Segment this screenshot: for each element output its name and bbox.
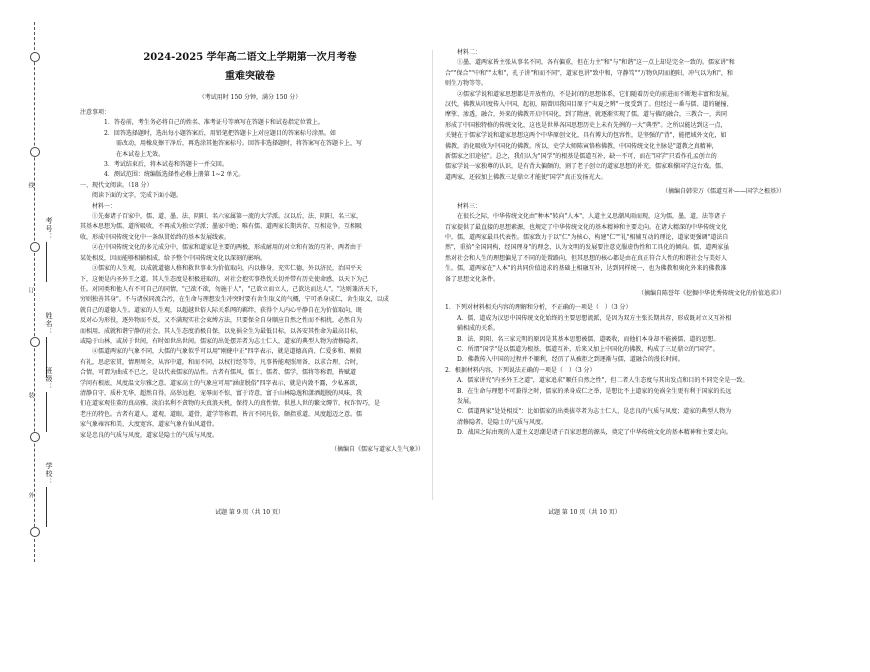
answer-option-c: C．所谓"国学"是以儒道为根基，儒道互补，后来又加上中国化的佛教，构成了三足鼎立的"国学"。 [457, 345, 719, 353]
text-line: 在很长之际，中华传统文化由"种本"转向"人本"，人道主义思潮风雨而现，这为儒，墨，道，法等诸子 [457, 213, 727, 221]
text-line: 清静自守，质朴无华，超然自得，高举远抱，宠辱而不惊，富于诗意，富于山林隐逸和潇洒超脱的风味，我 [80, 389, 363, 397]
binding-hole [30, 242, 40, 252]
binding-margin [18, 22, 58, 562]
field-line [46, 487, 47, 527]
field-label-class: 班级： [45, 367, 53, 391]
question-1 [445, 303, 785, 365]
text-line: 生。儒，道两家在"人本"的共同价值追求的基础上相融互补，达到同样统一，也为佛教和奥化外来的佛教准 [445, 265, 727, 273]
binding-hole [30, 432, 40, 442]
section-heading: 一、现代文阅读。（18 分） [80, 181, 153, 189]
answer-option-b-cont: 发展。 [457, 398, 476, 405]
left-column [80, 108, 424, 455]
text-line: 关键在于儒家学说和道家思想这两个中华原创文化，具有博大的包容性，是坚强的"背"，能把域外文化，如 [445, 132, 727, 140]
text-line: 或隐于山林，或居于世间，有时如世出世间。儒家的出处摆弄者为志士仁人，道家的典型人物为清修隐者。 [80, 337, 363, 345]
note-item: 1．答卷前，考生务必将自己的姓名、准考证号等填写在答题卡和试卷指定位置上。 [104, 119, 324, 127]
text-line: 下，这便是内圣外王之道。其人生态度是积极进取的，对社会抱实事热忱关切并带有历史使命感，以天下为己 [80, 275, 369, 283]
text-line: 道两家，还较加上佛教三足鼎立才能使"国学"真正发扬光大。 [445, 173, 607, 181]
text-line: ③儒家的人生观，以成就道德人格和救世事业为价值取向，内以修身，充实仁德，外以济民，治国平天 [92, 265, 363, 273]
material-label: 材料三： [457, 202, 482, 210]
page-footer-right: 试题 第 10 页（共 10 页） [548, 509, 621, 516]
text-line: ②儒家学说和道家思想都是开放性的，不是封闭的思想体系，它们随着历史的前进而不断地丰富和发展， [457, 90, 734, 98]
exam-time-note: （考试用时 150 分钟，满分 150 分） [198, 94, 302, 101]
binding-mark: 装 [27, 392, 34, 398]
note-item: 在本试卷上无效。 [116, 150, 165, 158]
answer-option-b: B．在生命与理想不可兼得之时，儒家的杀身成仁之举，是想比不上道家的免祸全生更有利于国家的长远 [457, 387, 732, 395]
field-label-exam-number: 考号： [45, 217, 53, 241]
text-line: 中，儒，道两家最具代表性。儒家致力于以"仁"为核心，构建"仁""礼"相辅互动的理论，道家更强调"道法自 [445, 233, 729, 241]
right-column [445, 48, 785, 439]
field-line [46, 242, 47, 282]
text-line: 某处相反，因而能够相辅相成，给予整个中国传统文化以深刻的影响。 [80, 254, 267, 262]
text-line: 形成了中国独特格的传统文化，这也是世界各国思想历史上未有先例的一大"典型"。之所以能达到这一点， [445, 121, 727, 129]
text-line: 反对心为形役，逐外物而不反，又不满现实社会束缚方法，只要保全自身顺应自然之性而不相扰，必然自为 [80, 317, 363, 325]
material-three-text [445, 212, 785, 285]
field-line [46, 392, 47, 432]
answer-option-b: B．法、阴阳、名三家元明的原因是其基本思想被儒、道吸收，而他们本身却不能被儒、道的思想。 [457, 335, 720, 343]
text-line: 有礼，思虑宏贯，情理周全，从容中道，和而不同，以权行经等等，凡事皆能观照周备，以求合理、合时， [80, 358, 363, 366]
material-label: 材料一： [92, 202, 117, 210]
question-2 [445, 366, 785, 439]
text-line: 而相用，成就和谐宁静的社会。其人生态度消极自保，以免祸全生为最低目标，以各安其性命为最高目标， [80, 327, 363, 335]
text-line: ①墨，道两家皆主张从事名不同，各有偏重，但在力主"和"与"和谐"这一点上却是完全一致的。儒家讲"和 [457, 59, 735, 67]
text-line: 然"，重拾"全国同构，经国理身"的理念，认为文明的发展要注意克服虚伪性和工具化的倾向。儒，道两家虽 [445, 244, 730, 252]
answer-option-a: A．儒、道成为汉思中国传统文化始终的主要思想流派，是因为双方主张长期共存，形成既对立又互补相 [457, 314, 732, 322]
answer-option-d: D．战国之际由现的人道主义思潮是诸子百家思想的源头，奠定了中华传统文化的基本精神和主要走向。 [457, 429, 732, 437]
text-line: 任。对同类和他人有不可自己的同情，"己欲不欲，勿施于人"，"己欲立而立人，己欲达而达人"，"达则兼济天下， [80, 285, 382, 293]
text-line: ②在中国传统文化的多元成分中，儒家和道家是主要的两极，形成耐用的对立和有效的互补，两者由于 [92, 244, 363, 252]
exam-subtitle: 重难突破卷 [225, 71, 275, 82]
notes-heading: 注意事项： [80, 109, 111, 116]
text-line: 则生万物等等。 [445, 80, 488, 88]
text-line: 儒家学说一家独尊的认识，是有背大偏颇的，割了老子创立的道家思想的补充，儒家难撑国学这台戏。儒、 [445, 163, 728, 171]
text-line: 备了思想文化条件。 [445, 275, 500, 283]
binding-hole [30, 527, 40, 537]
source-citation: （摘编自韩荣万《儒道互补——国学之根基》） [661, 188, 785, 196]
material-one-text [80, 212, 424, 441]
text-line: 然对社会和人生的理想偏见了不同的处置路向，但其思想的核心都是由在真正符合人性的和谐社会与美好人 [445, 254, 728, 262]
text-line: 们在道家观佳董的真高雅，淡泊名利不貪物的天真浪天机，保持人的真性情，供恩人世的繁文缛节，权诈智巧，是 [80, 400, 381, 408]
question-stem: 1．下列对材料相关内容的理解和分析，不正确的一项是（ ）（3 分） [445, 304, 632, 312]
note-item: 需改动，用橡皮擦干净后，再选涂其他答案标号。回答非选择题时，将答案写在答题卡上，写 [116, 140, 363, 148]
question-stem: 2．根据材料内容，下列说法正确的一项是（ ）（3 分） [445, 366, 596, 374]
note-item: 3．考试结束后，将本试卷和答题卡一并交回。 [104, 161, 228, 169]
text-line: ④儒道两家的气象不同，大儒的气象似乎可以用"刚健中正"四字表示，就是道德高尚、仁爱多和、刚毅 [92, 348, 362, 356]
text-line: 家是忠良的气质与风度，道家是隐士的气质与风度。 [80, 431, 219, 439]
material-two-text [445, 58, 785, 183]
text-line: 合情，可谓为曲成不已之，是以代表儒家的品性。古者有儒风，儒士、儒者、儒学，儒将等称谓，皆赋道 [80, 369, 357, 377]
binding-hole [30, 52, 40, 62]
binding-hole [30, 337, 40, 347]
text-line: 佛教，消化吸收为中国化的佛教。所以，史学大师陈寅恪称佛教，中国传统文化主脉是"道教之真精神， [445, 142, 718, 150]
text-line: 学问有根底，风度温文尔雅之意。道家高士的气象应可用"涵虚脱俗"四字表示，就是内敛不露，少私寡欲， [80, 379, 362, 387]
field-label-school: 学校： [45, 462, 53, 486]
text-line: 穷则独善其身"。不与诸侯同流合污，在生命与理想发生冲突时要有舍生取义的气概，宁可杀身成仁，舍生取义，以成 [80, 296, 389, 304]
answer-option-c: C．儒道两家"处处相反"：比如儒家的出类拔萃者为志士仁人，是忠良的气质与风度；道家的典型人物为 [457, 408, 732, 416]
exam-title: 2024-2025 学年高二语文上学期第一次月考卷 [143, 52, 357, 63]
binding-hole [30, 147, 40, 157]
text-line: 就自己的道德人生。道家的人生观，以超越世俗人际关系网的羁绊，获得个人内心平静自在为价值取向，既 [80, 306, 363, 314]
material-label: 材料二： [457, 49, 482, 56]
text-line: 新儒家之旧途径"。总之，我们认为"国学"的根基是儒道互补，缺一不可，而在"国学"只看作孔孟创立的 [445, 153, 717, 161]
answer-option-a: A．儒家讲究"内圣外王之道"，道家追求"顺任自然之性"，但二者人生态度与其出发点和目的不同完全是一致。 [457, 377, 749, 385]
binding-mark: 订 [27, 287, 34, 293]
text-line: 摩挲、渗透，融合，外来的佛教开启中国化，到了隋唐，就逐渐实现了儒，道与佛的融合，三教合一，共同 [445, 111, 728, 119]
text-line: 百家提供了最直接的思想素源，也规定了中华传统文化的基本精神和主要走向。在诸大精深的中华传统文化 [445, 223, 728, 231]
text-line: 其基本思想为儒、道所吸收，不再成为独立学派；墨家中绝；唯有儒、道两家长期共存，互相竞争，互相吸 [80, 223, 363, 231]
text-line: 家气象雍容和美、大度宽容，道家气象有仙风道骨。 [80, 421, 219, 429]
text-line: 合""保合""中和""太和"，孔子讲"和而不同"，道家也讲"致中和，守静笃""万物负阴而抱阳，冲气以为和"，和 [445, 69, 733, 77]
instruction: 阅读下面的文字，完成下面小题。 [92, 192, 183, 200]
column-divider [432, 50, 433, 500]
text-line: 老庄的特色。古者有道人，道观，道眼，道骨，道学等称谓，皆言不同凡俗，颇指重道，风度超迈之意。儒 [80, 410, 363, 418]
field-label-name: 姓名： [45, 312, 53, 336]
binding-mark: 线 [27, 182, 34, 188]
text-line: 汉代，佛教从印度传入中国，起初，隔曾因我国目原于"夷夏之辨"一度受到了。但经过一番与儒、道的碰撞、 [445, 101, 733, 109]
page-footer-left: 试题 第 9 页（共 10 页） [215, 509, 284, 516]
source-citation: （摘编自陈誉年《挖掘中华优秀传统文化的价值追求》） [637, 289, 785, 297]
source-citation: （摘编自《儒家与道家人生气象》） [330, 446, 424, 453]
text-line: ①先秦诸子百家中，儒、道、墨、法、阴阳、名六家属第一流的大学派。汉以后，法、阴阳、名三家， [92, 213, 363, 221]
answer-option-c-cont: 清修隐者，是隐士的气质与风度。 [457, 418, 548, 426]
binding-mark: 外 [27, 492, 34, 498]
text-line: 收，形成中国传统文化中一条纵贯始终的基本发展线索。 [80, 233, 231, 241]
answer-option-d: D．佛教传入中国的过程并不顺利，经历了从被拒之到逐渐与儒，道融合的漫长时间。 [457, 356, 684, 364]
answer-option-a-cont: 辅相成的关系。 [457, 325, 500, 333]
note-item: 4．测试范围：统编版选择性必修上册第 1~2 单元。 [104, 171, 245, 179]
note-item: 2．回答选择题时，选出每小题答案后，用铅笔把答题卡上对应题目的答案标号涂黑。如 [104, 129, 336, 137]
